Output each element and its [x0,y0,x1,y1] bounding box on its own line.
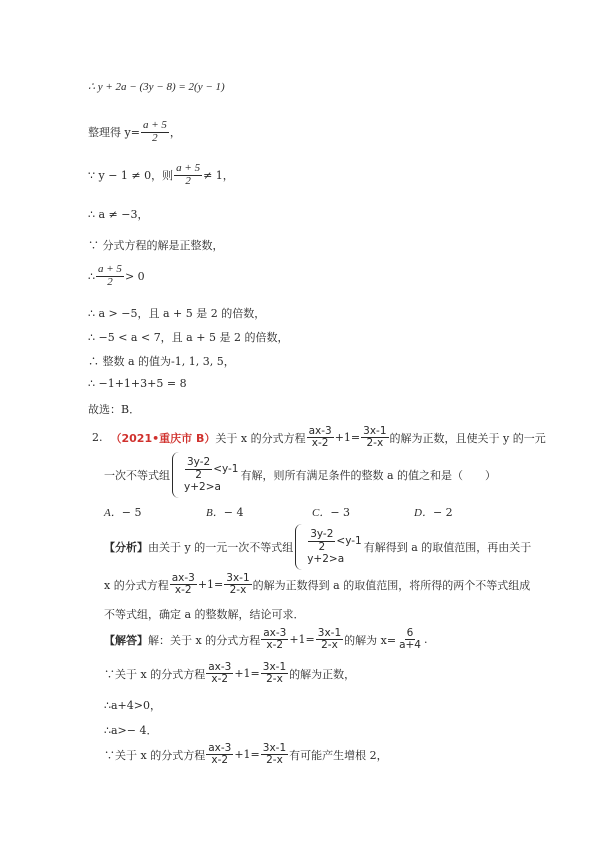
solution-line-2: 整理得 y= $\frac{a + 5}{2}$ ， [88,119,181,144]
solution-line-11: 故选：B． [88,403,141,416]
fraction: $\frac{6}{a+4}$ [399,627,421,652]
option-b: B．− 4 [206,506,244,519]
question-2-line-1: 2. （2021•重庆市 B） 关于 x 的分式方程 $\frac{ax-3}{x-2}$ +1= $\frac{3x-1}{2-x}$ 的解为正数，且使关于 y 的一元 [92,425,546,450]
fraction: $\frac{ax-3}{x-2}$ [171,572,195,597]
option-a: A．− 5 [104,506,142,519]
question-number: 2. [92,431,103,445]
solution-line-1: ∴ y + 2a − (3y − 8) = 2(y − 1) [88,81,225,93]
solution-line-10: ∴ −1+1+3+5 = 8 [88,377,187,390]
analysis-line-1: 【分析】 由关于 y 的一元一次不等式组 $\frac{3y-2}{2}$ <y-1 y+2>a 有解得到 a 的取值范围，再由关于 [104,524,531,570]
analysis-line-3: 不等式组，确定 a 的整数解，结论可求． [104,608,305,621]
solution-line-6: ∴ $\frac{a + 5}{2}$ > 0 [88,263,145,288]
answer-line-3: ∴a+4>0， [104,699,161,712]
solution-line-3: ∵ y − 1 ≠ 0，则 $\frac{a + 5}{2}$ ≠ 1， [88,162,234,187]
brace-icon [172,452,180,498]
brace-icon [295,524,303,570]
fraction: $\frac{3x-1}{2-x}$ [317,627,342,652]
fraction: $\frac{ax-3}{x-2}$ [208,661,232,686]
inequality-system: $\frac{3y-2}{2}$ <y-1 y+2>a [172,452,238,498]
answer-line-2: ∵关于 x 的分式方程 $\frac{ax-3}{x-2}$ +1= $\frac{3x-1}{2-x}$ 的解为正数， [104,661,356,686]
solution-line-5: ∵ 分式方程的解是正整数， [88,239,224,252]
answer-tag: 【解答】 [104,633,148,647]
fraction: $\frac{3x-1}{2-x}$ [226,572,250,597]
answer-line-5: ∵关于 x 的分式方程 $\frac{ax-3}{x-2}$ +1= $\frac{3x-1}{2-x}$ 有可能产生增根 2， [104,742,388,767]
fraction: $\frac{ax-3}{x-2}$ [308,425,332,450]
fraction: $\frac{a + 5}{2}$ [176,162,201,187]
analysis-tag: 【分析】 [104,541,148,554]
fraction: $\frac{ax-3}{x-2}$ [263,627,287,652]
fraction: $\frac{3x-1}{2-x}$ [262,742,287,767]
solution-line-7: ∴ a > −5，且 a + 5 是 2 的倍数， [88,307,266,320]
inequality-system: $\frac{3y-2}{2}$ <y-1 y+2>a [295,524,361,570]
fraction: $\frac{3x-1}{2-x}$ [262,661,287,686]
solution-line-8: ∴ −5 < a < 7，且 a + 5 是 2 的倍数， [88,331,289,344]
answer-line-1: 【解答】 解：关于 x 的分式方程 $\frac{ax-3}{x-2}$ +1= $\frac{3x-1}{2-x}$ 的解为 x= $\frac{6}{a+4}$ . [104,627,428,652]
fraction: $\frac{3x-1}{2-x}$ [363,425,387,450]
question-2-line-2: 一次不等式组 $\frac{3y-2}{2}$ <y-1 y+2>a 有解，则所有满足条件的整数 a 的值之和是（ ） [104,452,496,498]
fraction: $\frac{a + 5}{2}$ [98,263,122,288]
solution-line-9: ∴ 整数 a 的值为-1, 1, 3, 5， [88,355,235,368]
answer-line-4: ∴a>− 4． [104,724,158,737]
fraction: $\frac{ax-3}{x-2}$ [208,742,232,767]
fraction: $\frac{a + 5}{2}$ [142,119,167,144]
solution-line-4: ∴ a ≠ −3， [88,208,149,221]
option-c: C．− 3 [312,506,351,519]
analysis-line-2: x 的分式方程 $\frac{ax-3}{x-2}$ +1= $\frac{3x-1}{2-x}$ 的解为正数得到 a 的取值范围，将所得的两个不等式组成 [104,572,531,597]
question-source: （2021•重庆市 B） [110,431,216,445]
option-d: D．− 2 [414,506,453,519]
